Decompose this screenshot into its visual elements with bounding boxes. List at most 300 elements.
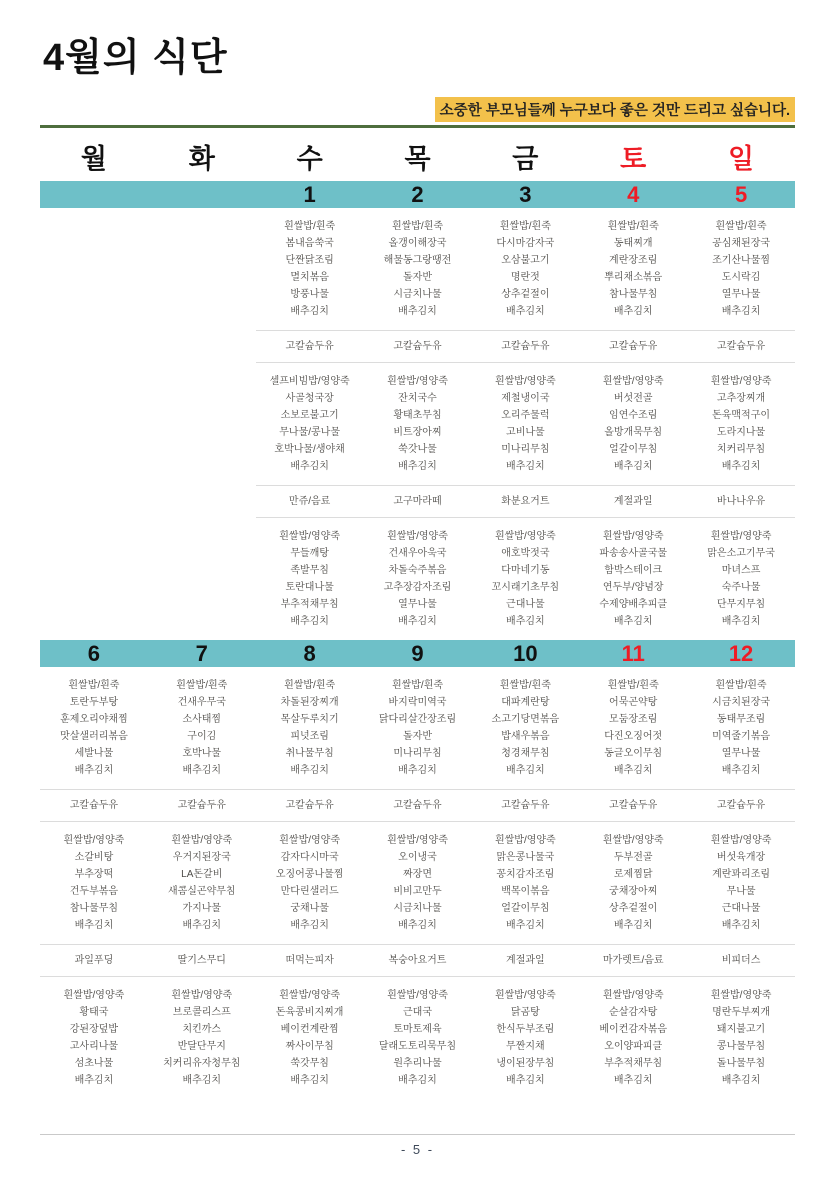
menu-item: 흰쌀밥/흰죽 [391,221,444,232]
menu-item: 흰쌀밥/영양죽 [602,835,664,846]
snack-cell: 고칼슘두유 [609,800,658,811]
menu-item: 배추김치 [506,461,545,472]
menu-item: 차돌숙주볶음 [388,565,447,576]
snack-cell: 고칼슘두유 [69,800,119,811]
menu-item: 원추리나물 [393,1058,442,1069]
menu-cell [687,218,795,320]
menu-item: 흰쌀밥/영양죽 [387,990,448,1001]
snack-cell [40,486,148,517]
snack-cell [148,331,256,362]
page-title: 4월의 식단 [43,37,228,79]
menu-item: 열무나물 [398,599,437,610]
menu-item: 배추김치 [290,920,329,931]
menu-cell [471,677,579,779]
footer-rule [40,1134,795,1135]
menu-item: 계란꽈리조림 [712,869,771,880]
menu-item: 흰쌀밥/흰죽 [607,221,659,232]
menu-item: 배추김치 [721,765,761,776]
menu-item: 연두부/양념장 [602,582,664,593]
menu-item: 얼갈이무침 [609,444,658,455]
menu-item: 배추김치 [613,1075,653,1086]
snack-cell [40,331,148,362]
menu-cell [579,373,687,475]
menu-item: 근대나물 [506,599,545,610]
menu-item: 동태찌개 [613,238,653,249]
menu-cell [256,218,364,320]
snack-cell: 바나나우유 [716,496,766,507]
menu-item: 오이냉국 [398,852,437,863]
menu-item: 브로콜리스프 [172,1007,231,1018]
snack-cell: 비피더스 [721,955,761,966]
menu-item: 짜사이무침 [285,1041,334,1052]
menu-item: 배추김치 [398,765,437,776]
day-label: 금 [512,144,539,174]
page-footer [40,1134,795,1157]
menu-cell [40,373,148,475]
menu-item: 흰쌀밥/영양죽 [387,376,448,387]
menu-item: 열무나물 [721,289,761,300]
menu-item: 배추김치 [290,616,329,627]
menu-cell [40,528,148,630]
snack-cell [148,486,256,517]
menu-cell [471,218,579,320]
menu-cell [687,987,795,1089]
snack-cell: 고구마라떼 [393,496,442,507]
menu-item: 열무나물 [721,748,761,759]
menu-item: 흰쌀밥/영양죽 [602,376,664,387]
menu-item: 파송송사골국물 [599,548,668,559]
menu-item: 숙주나물 [721,582,761,593]
menu-cell [471,373,579,475]
menu-item: 소갈비탕 [74,852,114,863]
menu-item: 맑은소고기무국 [707,548,775,559]
menu-item: 돌자반 [403,731,432,742]
menu-item: 구이김 [187,731,217,742]
menu-item: 배추김치 [398,616,437,627]
menu-item: 바지락미역국 [388,697,447,708]
menu-item: 흰쌀밥/흰죽 [176,680,228,691]
date-cell: 7 [195,641,208,666]
menu-item: 세발나물 [74,748,114,759]
menu-item: 배추김치 [506,765,545,776]
day-label: 일 [728,144,755,174]
menu-item: 치커리무침 [716,444,766,455]
menu-item: 흰쌀밥/흰죽 [715,221,767,232]
menu-cell [687,528,795,630]
menu-item: 새콤실곤약무침 [167,886,236,897]
menu-cell [148,528,256,630]
menu-item: 달래도토리묵무침 [378,1041,457,1052]
menu-item: 가지나물 [182,903,222,914]
menu-cell [687,373,795,475]
snack-cell: 복숭아요거트 [388,955,447,966]
menu-item: 배추김치 [398,306,437,317]
meal-calendar [40,130,795,1099]
menu-item: 오이양파피클 [604,1041,663,1052]
menu-item: 흰쌀밥/영양죽 [387,835,448,846]
menu-item: 봄내음쑥국 [285,238,334,249]
menu-item: 배추김치 [290,1075,329,1086]
menu-item: 동태무조림 [716,714,766,725]
menu-item: 제철냉이국 [501,393,550,404]
menu-item: 돈육콩비지찌개 [275,1007,344,1018]
menu-item: 오징어콩나물찜 [275,869,344,880]
menu-item: 대파계란탕 [501,697,550,708]
date-band [40,640,795,667]
menu-item: 황태초무침 [393,410,442,421]
menu-item: 흰쌀밥/흰죽 [715,680,767,691]
menu-item: 계란장조림 [609,255,658,266]
menu-item: 흰쌀밥/영양죽 [710,990,772,1001]
date-cell: 2 [411,182,424,207]
menu-item: 흰쌀밥/영양죽 [710,376,772,387]
menu-item: 흰쌀밥/영양죽 [494,531,556,542]
menu-item: 베이컨감자볶음 [599,1024,668,1035]
menu-item: 순살감자탕 [609,1007,658,1018]
menu-item: 피넛조림 [290,731,329,742]
snack-cell: 고칼슘두유 [609,341,658,352]
date-band [40,181,795,208]
menu-item: 사골청국장 [285,393,334,404]
menu-item: 치킨까스 [182,1024,222,1035]
menu-item: 부추적채무침 [280,599,339,610]
day-label: 수 [296,144,323,174]
menu-item: 미나리무침 [501,444,550,455]
menu-cell [148,832,256,934]
menu-item: 만다린샐러드 [280,886,339,897]
snack-cell: 고칼슘두유 [393,800,442,811]
day-header-row [40,130,795,181]
menu-item: 쑥갓나물 [398,444,437,455]
menu-item: 시금치나물 [393,903,442,914]
menu-item: 돌자반 [403,272,432,283]
menu-cell [364,528,472,630]
date-cell: 5 [734,182,748,207]
snack-cell: 마가렛트/음료 [602,955,664,966]
menu-item: 참나물무침 [609,289,658,300]
date-cell: 4 [627,182,640,207]
menu-item: 배추김치 [398,461,437,472]
afternoon-snack-row [40,486,795,517]
menu-item: 배추김치 [290,765,329,776]
menu-item: 흰쌀밥/영양죽 [63,990,125,1001]
date-cell: 12 [728,641,754,666]
menu-item: 흰쌀밥/영양죽 [710,531,772,542]
menu-item: 돈육맥적구이 [712,410,771,421]
menu-item: 배추김치 [290,461,329,472]
menu-item: 목살두루치기 [280,714,339,725]
menu-item: 한식두부조림 [496,1024,555,1035]
menu-item: 올방개묵무침 [604,427,663,438]
menu-item: 흰쌀밥/흰죽 [68,680,120,691]
menu-item: 고사리나물 [69,1041,119,1052]
menu-item: 어묵곤약탕 [609,697,658,708]
date-cell: 1 [303,182,316,207]
menu-cell [256,528,364,630]
menu-item: 소보로불고기 [280,410,339,421]
menu-item: 로제찜닭 [613,869,653,880]
menu-item: 비비고만두 [393,886,442,897]
subtitle-row [40,97,795,122]
menu-item: 흰쌀밥/영양죽 [602,531,664,542]
menu-item: 배추김치 [613,461,653,472]
menu-item: 시금치나물 [393,289,442,300]
menu-cell [471,528,579,630]
menu-item: 밥새우볶음 [501,731,550,742]
breakfast-row [40,667,795,789]
menu-item: 다마네기동 [501,565,550,576]
snack-cell: 고칼슘두유 [393,341,442,352]
menu-item: 무나물 [726,886,756,897]
menu-item: 배추김치 [74,920,114,931]
menu-cell [687,832,795,934]
menu-item: 건새우아욱국 [388,548,447,559]
menu-item: 배추김치 [74,1075,114,1086]
menu-item: 닭곰탕 [510,1007,540,1018]
menu-item: 조기산나물찜 [712,255,771,266]
menu-item: 오리주물럭 [501,410,550,421]
menu-item: 배추김치 [182,765,222,776]
menu-item: 해물동그랑땡전 [383,255,452,266]
menu-item: 마녀스프 [721,565,761,576]
menu-item: 고추장감자조림 [383,582,452,593]
menu-item: 건두부볶음 [69,886,119,897]
snack-cell: 고칼슘두유 [177,800,226,811]
menu-item: 무나물/콩나물 [279,427,340,438]
menu-item: 짜장면 [403,869,432,880]
menu-item: 배추김치 [398,920,437,931]
menu-item: 두부전골 [613,852,653,863]
menu-item: 취나물무침 [285,748,334,759]
menu-item: 족발무침 [290,565,329,576]
day-label: 월 [80,144,107,174]
menu-item: 명란두부찌개 [712,1007,771,1018]
menu-item: 흰쌀밥/영양죽 [63,835,125,846]
menu-item: 흰쌀밥/영양죽 [494,835,556,846]
menu-cell [579,677,687,779]
menu-item: 감자다시마국 [280,852,339,863]
menu-item: 쑥갓무침 [290,1058,329,1069]
menu-item: 소사태찜 [182,714,222,725]
menu-item: 베이컨계란찜 [280,1024,339,1035]
date-cell: 10 [513,641,538,666]
menu-item: 무들깨탕 [290,548,329,559]
snack-cell: 딸기스무디 [177,955,226,966]
breakfast-row [40,208,795,330]
menu-item: 배추김치 [506,616,545,627]
menu-item: 토란대나물 [285,582,334,593]
menu-item: 건새우무국 [177,697,226,708]
date-cell: 8 [303,641,316,666]
menu-item: 흰쌀밥/흰죽 [284,680,336,691]
menu-item: 흰쌀밥/영양죽 [279,990,340,1001]
menu-item: 꽁치감자조림 [496,869,555,880]
menu-item: 방풍나물 [290,289,329,300]
page-number: - 5 - [400,1142,435,1157]
menu-item: 흰쌀밥/흰죽 [499,680,551,691]
menu-item: 모둠장조림 [609,714,658,725]
menu-cell [471,832,579,934]
menu-item: 부추적채무침 [604,1058,663,1069]
menu-item: 비트장아찌 [393,427,442,438]
menu-item: LA돈갈비 [181,869,223,880]
menu-item: 배추김치 [721,306,761,317]
menu-item: 함박스테이크 [604,565,663,576]
dinner-row [40,977,795,1099]
menu-item: 배추김치 [721,461,761,472]
afternoon-snack-row [40,945,795,976]
day-label: 목 [404,144,431,174]
menu-item: 미나리무침 [393,748,442,759]
menu-item: 백목이볶음 [501,886,550,897]
menu-cell [40,832,148,934]
menu-cell [579,218,687,320]
menu-item: 얼갈이무침 [501,903,550,914]
menu-item: 흰쌀밥/흰죽 [284,221,336,232]
menu-item: 훈제오리야채찜 [60,714,128,725]
menu-item: 배추김치 [506,920,545,931]
lunch-row [40,363,795,485]
menu-item: 토란두부탕 [69,697,119,708]
menu-item: 치커리유자청무침 [163,1058,241,1069]
snack-cell: 고칼슘두유 [285,341,334,352]
menu-item: 흰쌀밥/흰죽 [607,680,659,691]
menu-item: 배추김치 [290,306,329,317]
snack-cell: 화분요거트 [501,496,550,507]
menu-item: 배추김치 [613,920,653,931]
menu-item: 배추김치 [74,765,114,776]
menu-item: 임연수조림 [609,410,658,421]
menu-item: 소고기당면볶음 [491,714,560,725]
menu-cell [148,987,256,1089]
menu-cell [40,677,148,779]
morning-snack-row [40,331,795,362]
menu-item: 수제양배추피클 [599,599,668,610]
menu-cell [579,528,687,630]
menu-item: 흰쌀밥/영양죽 [171,835,233,846]
menu-item: 궁채장아찌 [609,886,658,897]
date-cell: 9 [411,641,424,666]
menu-item: 돼지불고기 [716,1024,766,1035]
menu-item: 우거지된장국 [172,852,231,863]
menu-item: 시금치된장국 [712,697,771,708]
menu-item: 궁채나물 [290,903,329,914]
menu-item: 흰쌀밥/흰죽 [499,221,551,232]
menu-cell [256,832,364,934]
menu-item: 미역줄기볶음 [712,731,771,742]
menu-cell [256,987,364,1089]
snack-cell: 고칼슘두유 [501,341,550,352]
menu-cell [364,832,472,934]
menu-item: 배추김치 [506,306,545,317]
menu-item: 도라지나물 [716,427,766,438]
snack-cell: 계절과일 [613,496,653,507]
menu-item: 상추겉절이 [609,903,658,914]
menu-item: 차돌된장찌개 [280,697,339,708]
menu-item: 동글오이무침 [604,748,663,759]
menu-cell [40,218,148,320]
menu-item: 콩나물무침 [716,1041,766,1052]
menu-item: 호박나물 [182,748,222,759]
menu-item: 맛살샐러리볶음 [60,731,128,742]
menu-item: 닭다리살간장조림 [378,714,457,725]
menu-item: 고비나물 [506,427,545,438]
menu-cell [364,218,472,320]
menu-item: 애호박젓국 [501,548,550,559]
menu-item: 배추김치 [613,306,653,317]
menu-item: 흰쌀밥/영양죽 [171,990,233,1001]
menu-item: 배추김치 [398,1075,437,1086]
menu-item: 꼬시래기초무침 [491,582,560,593]
menu-item: 맑은콩나물국 [496,852,555,863]
menu-item: 흰쌀밥/영양죽 [279,835,340,846]
menu-item: 근대국 [403,1007,432,1018]
menu-item: 강된장덮밥 [69,1024,119,1035]
menu-item: 참나물무침 [69,903,119,914]
menu-item: 올갱이해장국 [388,238,447,249]
menu-item: 흰쌀밥/영양죽 [494,376,556,387]
menu-cell [256,373,364,475]
snack-cell: 고칼슘두유 [501,800,550,811]
menu-item: 배추김치 [613,765,653,776]
snack-cell: 계절과일 [506,955,545,966]
menu-cell [148,677,256,779]
snack-cell: 고칼슘두유 [716,341,766,352]
lunch-row [40,822,795,944]
date-cell: 11 [621,641,645,666]
menu-item: 호박나물/생야채 [274,444,345,455]
menu-item: 흰쌀밥/흰죽 [391,680,444,691]
date-cell: 3 [519,182,532,207]
menu-cell [364,373,472,475]
menu-cell [579,832,687,934]
menu-item: 배추김치 [721,616,761,627]
header-rule [40,125,795,128]
menu-cell [364,987,472,1089]
menu-item: 배추김치 [721,920,761,931]
menu-cell [148,218,256,320]
menu-item: 공심채된장국 [712,238,771,249]
menu-item: 배추김치 [613,616,653,627]
menu-item: 흰쌀밥/영양죽 [710,835,772,846]
menu-cell [364,677,472,779]
menu-cell [579,987,687,1089]
menu-item: 배추김치 [721,1075,761,1086]
menu-item: 다시마감자국 [496,238,555,249]
menu-item: 셀프비빔밥/영양죽 [269,376,350,387]
menu-item: 버섯전골 [613,393,653,404]
menu-cell [256,677,364,779]
menu-item: 황태국 [79,1007,109,1018]
menu-cell [471,987,579,1089]
date-cell [40,181,148,208]
day-label: 화 [188,144,215,174]
menu-item: 무짠지채 [506,1041,545,1052]
menu-item: 흰쌀밥/영양죽 [602,990,664,1001]
date-cell [148,181,256,208]
menu-item: 도시락김 [721,272,761,283]
date-cell: 6 [87,641,101,666]
dinner-row [40,518,795,640]
menu-cell [148,373,256,475]
menu-item: 돌나물무침 [716,1058,766,1069]
menu-item: 흰쌀밥/영양죽 [387,531,448,542]
menu-item: 멸치볶음 [290,272,329,283]
subtitle-highlight: 소중한 부모님들께 누구보다 좋은 것만 드리고 싶습니다. [435,97,795,122]
day-label: 토 [620,144,647,174]
snack-cell: 고칼슘두유 [716,800,766,811]
morning-snack-row [40,790,795,821]
